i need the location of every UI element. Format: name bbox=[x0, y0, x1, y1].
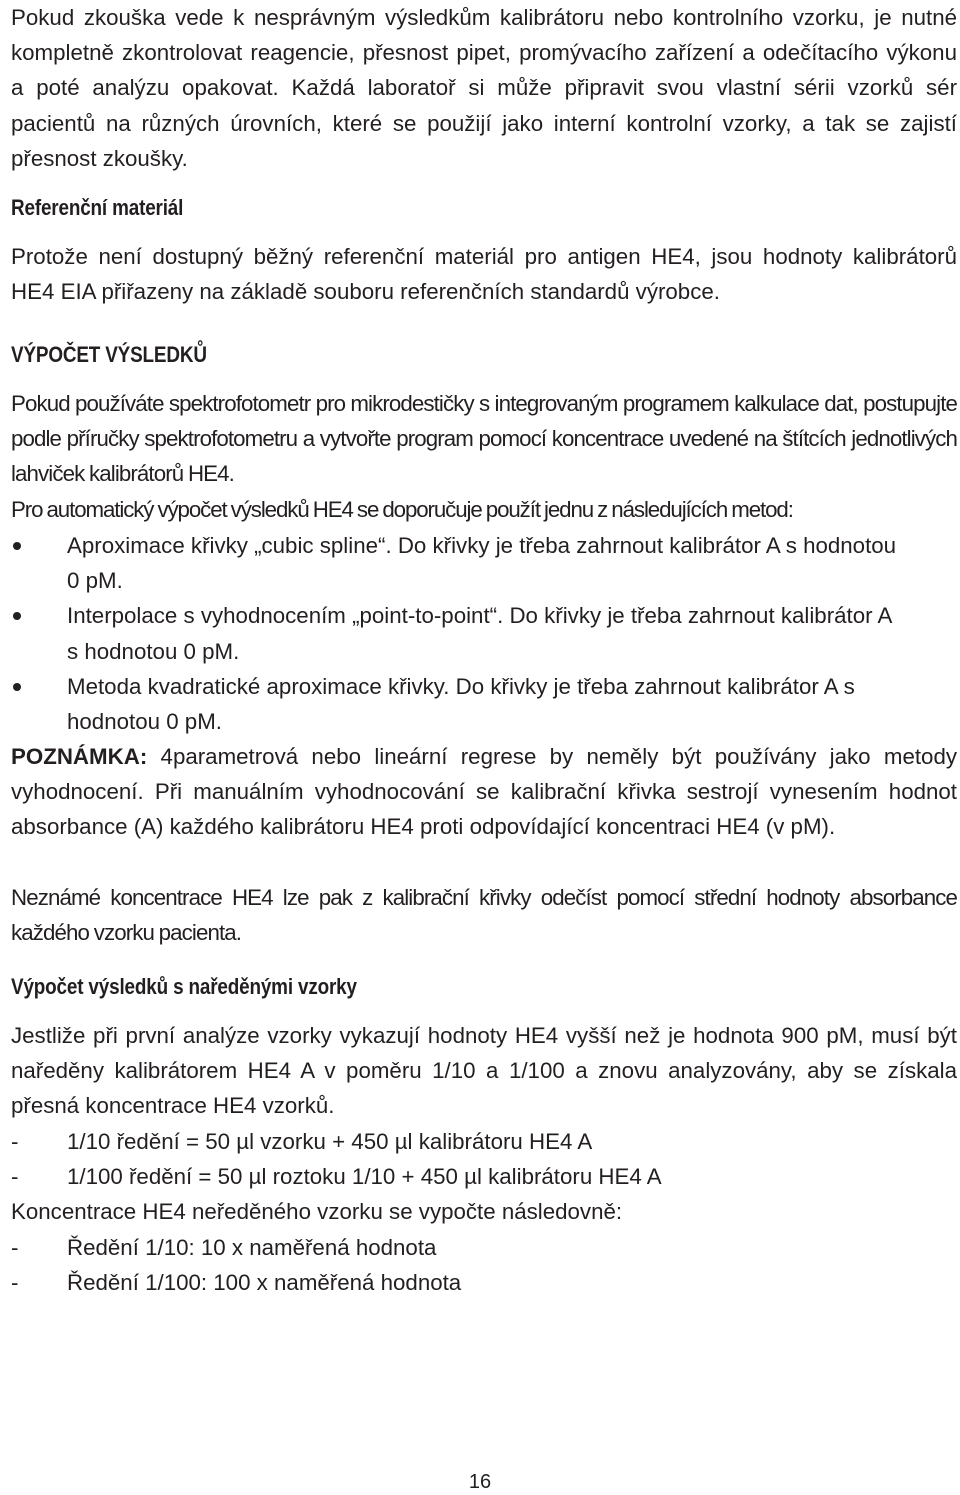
diluted-paragraph-2: Koncentrace HE4 neředěného vzorku se vypočte následovně: bbox=[11, 1199, 623, 1224]
methods-list bbox=[11, 528, 901, 739]
list-item: Aproximace křivky „cubic spline“. Do křivky je třeba zahrnout kalibrátor A s hodnotou 0 pM. bbox=[11, 528, 901, 598]
bullet-icon bbox=[13, 542, 21, 550]
note-text: 4parametrová nebo lineární regrese by neměly být používány jako metody vyhodnocení. Při manuálním vyhodnocování se kalibrační křivka sestrojí vynesením hodnot absorbance (A) každého kalibrátoru HE4 proti odpovídající koncentraci HE4 (v pM). bbox=[11, 744, 957, 840]
results-paragraph-3: Neznámé koncentrace HE4 lze pak z kalibrační křivky odečíst pomocí střední hodnoty absorbance každého vzorku pacienta. bbox=[11, 885, 957, 946]
list-item: - Ředění 1/100: 100 x naměřená hodnota bbox=[11, 1270, 462, 1296]
bullet-icon bbox=[13, 612, 21, 620]
results-paragraph-2: Pro automatický výpočet výsledků HE4 se doporučuje použít jednu z následujících metod: bbox=[11, 497, 793, 522]
list-item: Metoda kvadratické aproximace křivky. Do křivky je třeba zahrnout kalibrátor A s hodnotou 0 pM. bbox=[11, 669, 901, 739]
list-item: - Ředění 1/10: 10 x naměřená hodnota bbox=[11, 1235, 437, 1260]
note-label: POZNÁMKA: bbox=[11, 744, 148, 769]
list-item: Interpolace s vyhodnocením „point-to-point“. Do křivky je třeba zahrnout kalibrátor A s hodnotou 0 pM. bbox=[11, 598, 901, 668]
results-paragraph-1: Pokud používáte spektrofotometr pro mikrodestičky s integrovaným programem kalkulace dat, postupujte podle příručky spektrofotometru a vytvořte program pomocí koncentrace uvedené na štítcích jednotlivých lahviček kalibrátorů HE4. bbox=[11, 391, 957, 487]
note-paragraph bbox=[11, 739, 957, 845]
diluted-paragraph-1: Jestliže při první analýze vzorky vykazují hodnoty HE4 vyšší než je hodnota 900 pM, musí být naředěny kalibrátorem HE4 A v poměru 1/10 a 1/100 a znovu analyzovány, aby se získala přesná koncentrace HE4 vzorků. bbox=[11, 1023, 957, 1119]
diluted-heading: Výpočet výsledků s naředěnými vzorky bbox=[11, 974, 357, 999]
bullet-icon bbox=[13, 683, 21, 691]
intro-paragraph: Pokud zkouška vede k nesprávným výsledkům kalibrátoru nebo kontrolního vzorku, je nutné kompletně zkontrolovat reagencie, přesnost pipet, promývacího zařízení a odečítacího výkonu a poté analýzu opakovat. Každá laboratoř si může připravit svou vlastní sérii vzorků sér pacientů na různých úrovních, které se použijí jako interní kontrolní vzorky, a tak se zajistí přesnost zkoušky. bbox=[11, 5, 957, 171]
list-item: - 1/100 ředění = 50 µl roztoku 1/10 + 450 µl kalibrátoru HE4 A bbox=[11, 1164, 662, 1190]
results-heading: VÝPOČET VÝSLEDKŮ bbox=[11, 342, 207, 367]
list-item: - 1/10 ředění = 50 µl vzorku + 450 µl kalibrátoru HE4 A bbox=[11, 1129, 593, 1154]
page-number: 16 bbox=[468, 1471, 492, 1493]
reference-paragraph: Protože není dostupný běžný referenční materiál pro antigen HE4, jsou hodnoty kalibrátorů HE4 EIA přiřazeny na základě souboru referenčních standardů výrobce. bbox=[11, 244, 957, 305]
factors-list bbox=[11, 1230, 957, 1300]
reference-heading: Referenční materiál bbox=[11, 195, 184, 220]
dilutions-list bbox=[11, 1124, 957, 1194]
